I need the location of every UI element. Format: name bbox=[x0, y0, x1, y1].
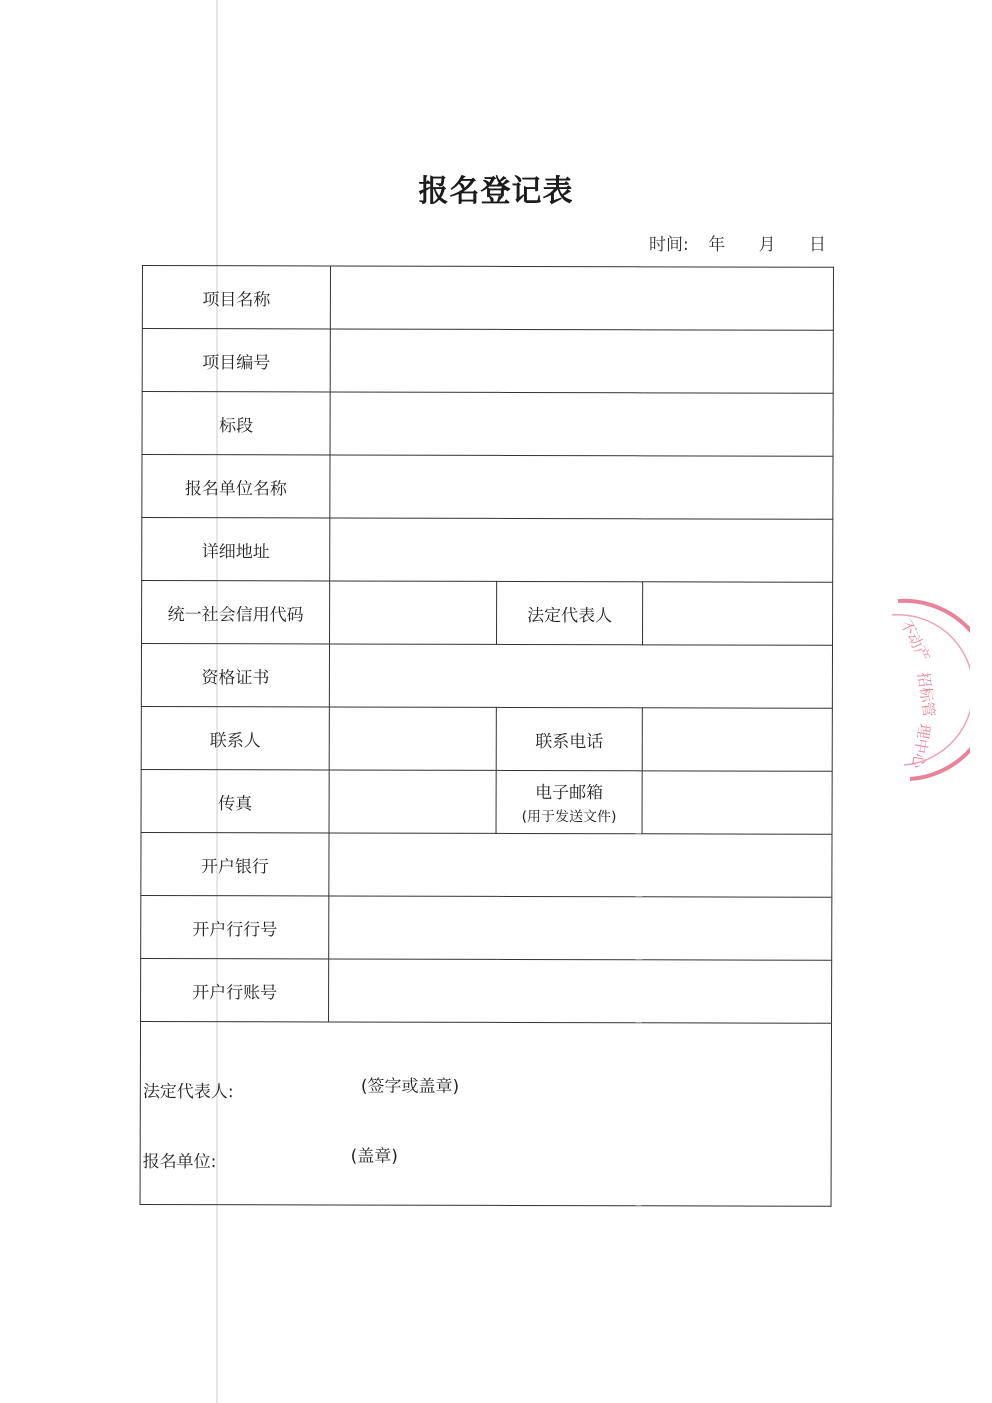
legal-rep-sign-line bbox=[142, 1076, 460, 1103]
section-field[interactable] bbox=[330, 392, 833, 456]
date-month-label: 月 bbox=[758, 235, 776, 255]
bank-account-field[interactable] bbox=[329, 959, 832, 1023]
table-row bbox=[142, 329, 833, 394]
email-label: 电子邮箱 bbox=[535, 783, 604, 804]
credit-code-field[interactable] bbox=[330, 581, 497, 644]
bank-field[interactable] bbox=[329, 833, 832, 897]
table-row bbox=[142, 581, 833, 646]
table-row bbox=[140, 1021, 831, 1206]
section-label: 标段 bbox=[142, 392, 330, 455]
project-name-field[interactable] bbox=[330, 266, 833, 330]
applicant-name-field[interactable] bbox=[330, 455, 833, 519]
qualification-field[interactable] bbox=[329, 644, 832, 708]
seal-text-2: 招标管 bbox=[914, 671, 939, 719]
legal-rep-sign-label: 法定代表人: bbox=[142, 1082, 234, 1103]
bank-label: 开户银行 bbox=[141, 832, 329, 895]
date-year-label: 年 bbox=[708, 235, 726, 255]
unit-sign-hint: (盖章) bbox=[350, 1146, 398, 1167]
table-row bbox=[141, 958, 832, 1023]
table-row bbox=[142, 455, 833, 520]
page-title: 报名登记表 bbox=[418, 174, 574, 209]
project-name-label: 项目名称 bbox=[142, 266, 330, 329]
table-row bbox=[142, 392, 833, 457]
date-prefix: 时间: bbox=[649, 235, 689, 255]
legal-rep-field[interactable] bbox=[643, 582, 833, 645]
fax-label: 传真 bbox=[141, 769, 329, 832]
legal-rep-label: 法定代表人 bbox=[497, 581, 643, 644]
qualification-label: 资格证书 bbox=[141, 644, 329, 707]
credit-code-label: 统一社会信用代码 bbox=[142, 581, 330, 644]
phone-label: 联系电话 bbox=[496, 707, 642, 770]
table-row bbox=[142, 266, 833, 331]
address-label: 详细地址 bbox=[142, 518, 330, 581]
seal-stamp-image bbox=[870, 595, 970, 785]
seal-text: 不动产 bbox=[896, 616, 934, 665]
bank-code-label: 开户行行号 bbox=[141, 895, 329, 958]
email-field[interactable] bbox=[642, 771, 832, 834]
table-row bbox=[141, 895, 832, 960]
project-number-label: 项目编号 bbox=[142, 329, 330, 392]
project-number-field[interactable] bbox=[330, 329, 833, 393]
applicant-name-label: 报名单位名称 bbox=[142, 455, 330, 518]
email-note: (用于发送文件) bbox=[521, 808, 617, 826]
seal-text-3: 理中心 bbox=[908, 722, 934, 770]
registration-table bbox=[140, 265, 834, 1207]
legal-rep-sign-hint: (签字或盖章) bbox=[360, 1076, 460, 1097]
unit-sign-line bbox=[142, 1146, 398, 1173]
table-row bbox=[141, 644, 832, 709]
address-field[interactable] bbox=[330, 518, 833, 582]
unit-sign-label: 报名单位: bbox=[142, 1152, 217, 1173]
contact-field[interactable] bbox=[329, 707, 496, 770]
bank-code-field[interactable] bbox=[329, 896, 832, 960]
table-row bbox=[141, 832, 832, 897]
date-day-label: 日 bbox=[809, 235, 826, 255]
phone-field[interactable] bbox=[642, 708, 832, 771]
signature-area[interactable] bbox=[140, 1021, 831, 1206]
table-row bbox=[142, 518, 833, 583]
bank-account-label: 开户行账号 bbox=[141, 958, 329, 1021]
email-label-cell bbox=[496, 770, 642, 833]
table-row bbox=[141, 706, 832, 771]
table-row bbox=[141, 769, 832, 834]
contact-label: 联系人 bbox=[141, 706, 329, 769]
fax-field[interactable] bbox=[329, 770, 496, 833]
date-row bbox=[649, 230, 826, 255]
